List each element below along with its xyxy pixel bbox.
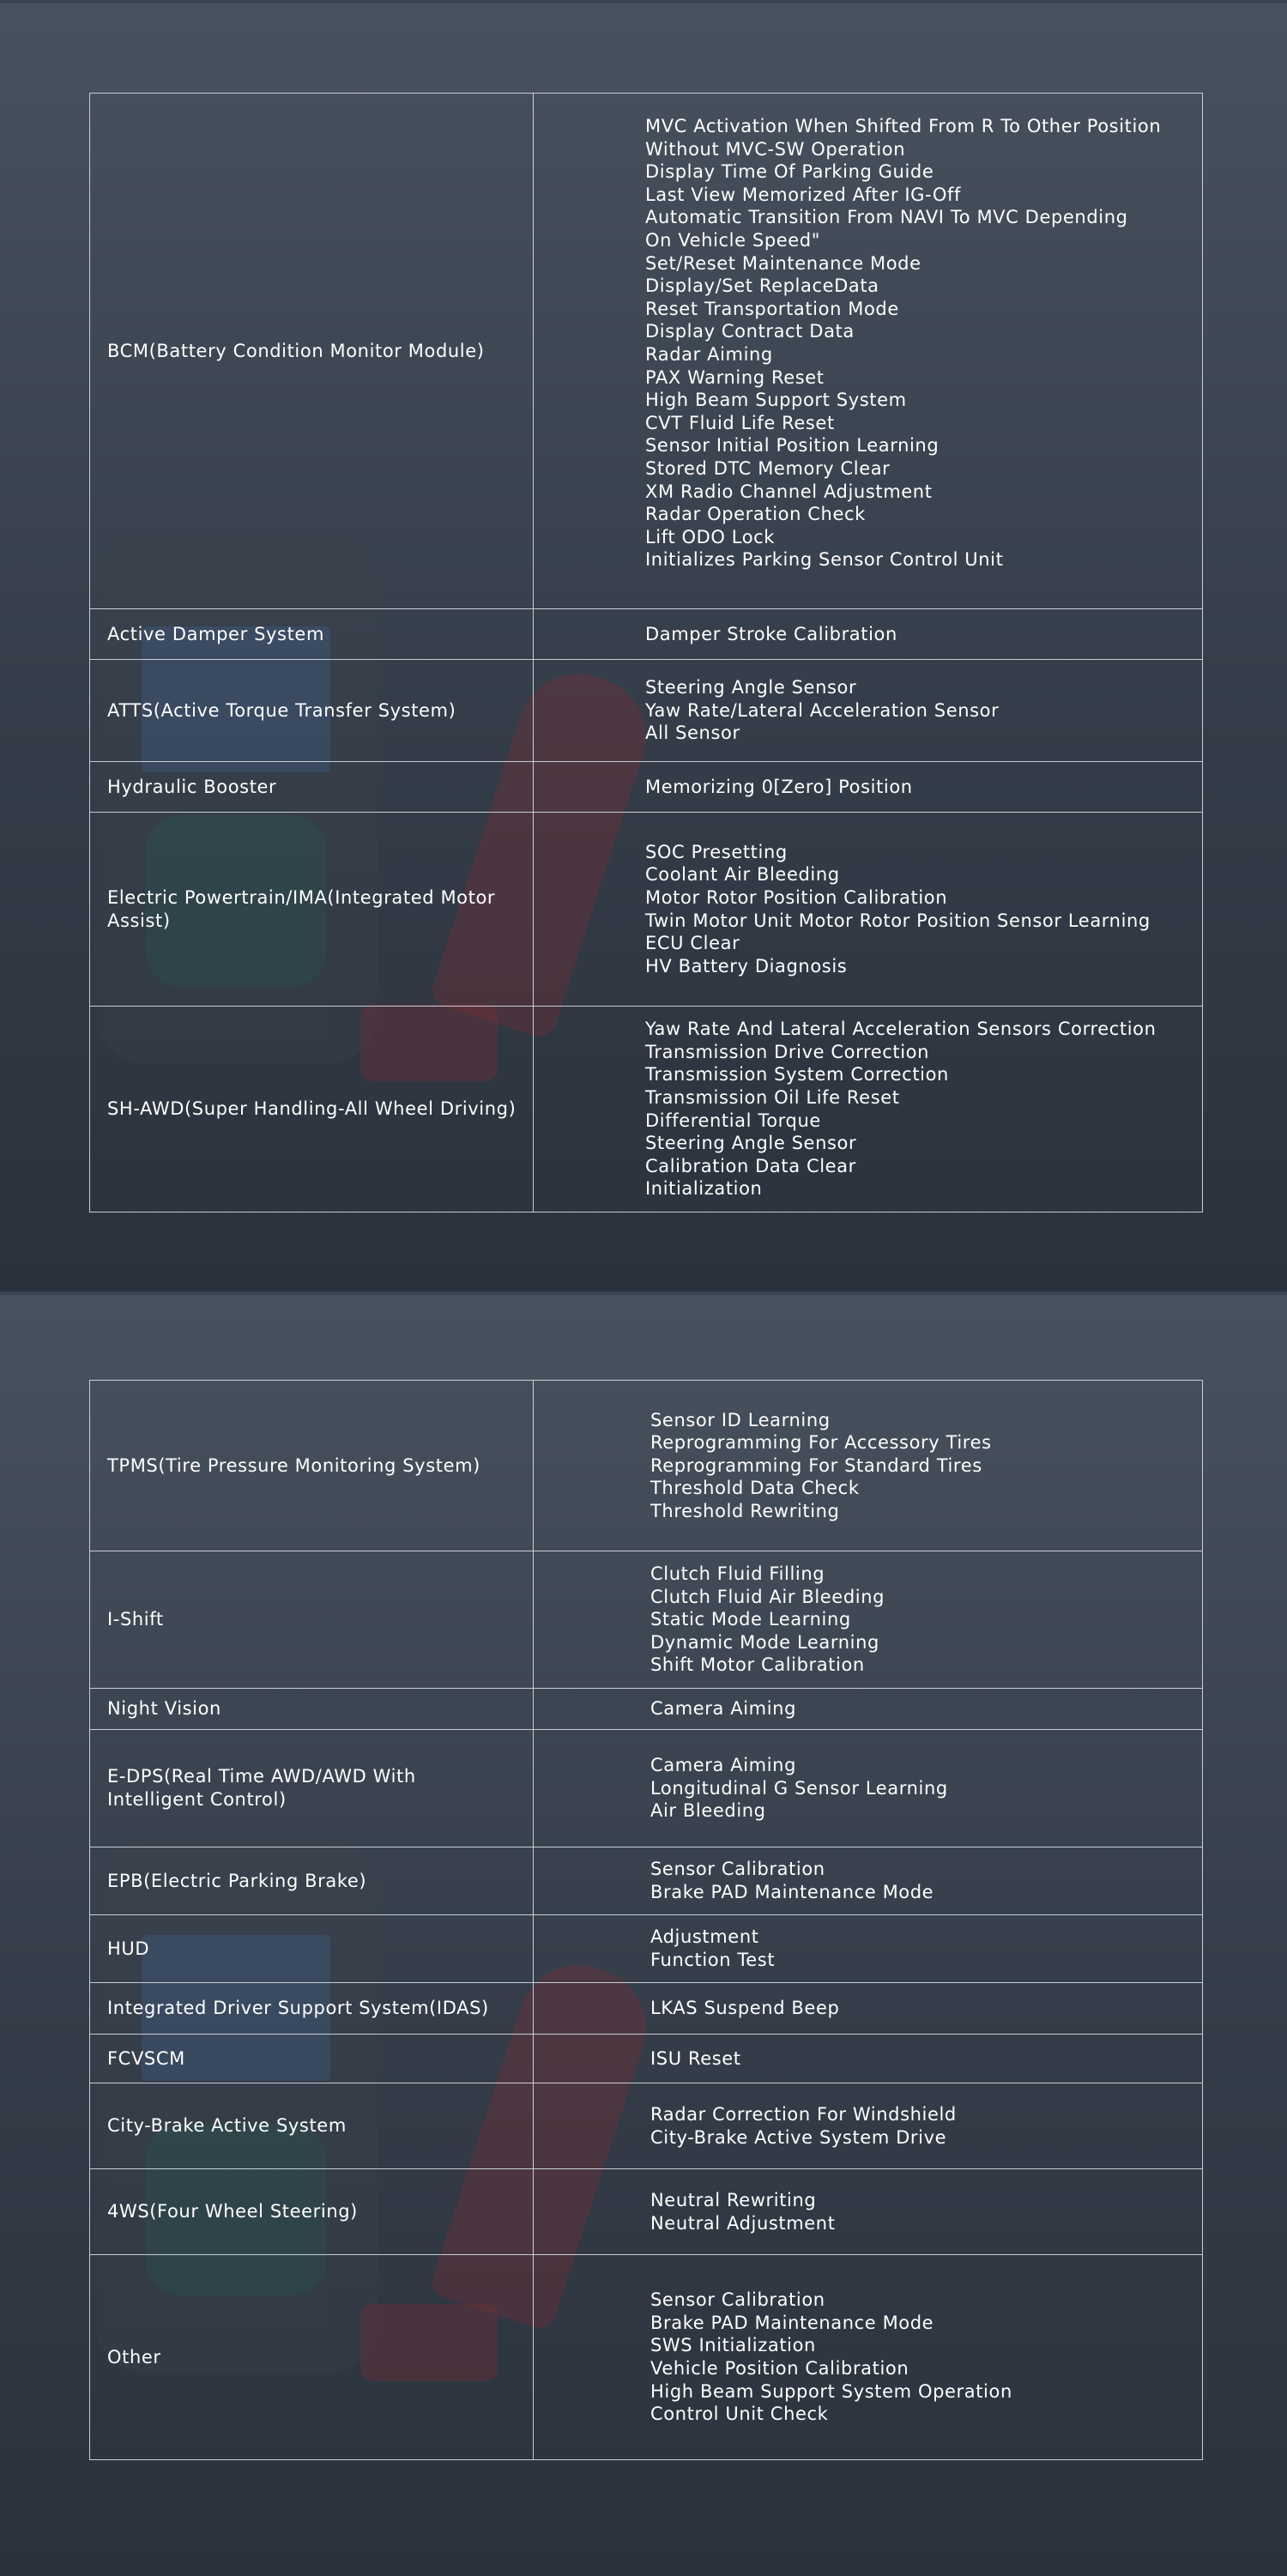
function-item: Memorizing 0[Zero] Position [645,776,913,797]
function-item: Sensor Calibration [650,2289,825,2311]
function-item: CVT Fluid Life Reset [645,412,835,433]
function-item: HV Battery Diagnosis [645,955,848,977]
table-row [90,1689,1203,1730]
system-name: BCM(Battery Condition Monitor Module) [90,94,534,609]
function-item: Neutral Adjustment [650,2212,836,2234]
function-item: Twin Motor Unit Motor Rotor Position Sensor Learning [645,910,1151,931]
system-name: FCVSCM [90,2035,534,2083]
function-item: Threshold Data Check [650,1478,860,1499]
system-name: SH-AWD(Super Handling-All Wheel Driving) [90,1007,534,1212]
function-item: Stored DTC Memory Clear [645,457,891,479]
function-item: Brake PAD Maintenance Mode [650,2312,934,2333]
function-item: Control Unit Check [650,2404,829,2425]
function-item: On Vehicle Speed" [645,229,820,251]
function-item: Clutch Fluid Filling [650,1563,825,1585]
function-item: Steering Angle Sensor [645,677,857,698]
functions-table [89,93,1203,1212]
function-item: Calibration Data Clear [645,1155,856,1176]
function-item: High Beam Support System Operation [650,2380,1012,2402]
table-row [90,1007,1203,1212]
system-name: E-DPS(Real Time AWD/AWD With Intelligent Control) [90,1730,534,1847]
table-row [90,609,1203,660]
function-list [534,1983,1203,2035]
table-row [90,1381,1203,1551]
system-name: 4WS(Four Wheel Steering) [90,2169,534,2255]
function-item: Coolant Air Bleeding [645,864,840,886]
function-list [534,2169,1203,2255]
spec-panel-2 [0,1291,1287,2576]
function-item: Yaw Rate And Lateral Acceleration Sensors Correction [645,1019,1157,1040]
function-item: SWS Initialization [650,2335,816,2356]
table-row [90,660,1203,762]
function-item: Transmission Oil Life Reset [645,1086,900,1108]
function-item: Brake PAD Maintenance Mode [650,1882,934,1902]
panel-top-edge [0,1291,1287,1295]
function-item: Initialization [645,1178,763,1200]
function-list [534,2035,1203,2083]
function-item: Air Bleeding [650,1800,766,1822]
function-item: PAX Warning Reset [645,366,825,388]
panel-top-edge [0,0,1287,3]
function-item: Sensor Initial Position Learning [645,435,940,457]
system-name: ATTS(Active Torque Transfer System) [90,660,534,762]
function-list [534,813,1203,1007]
system-name: Electric Powertrain/IMA(Integrated Motor Assist) [90,813,534,1007]
function-item: Steering Angle Sensor [645,1133,857,1154]
function-item: LKAS Suspend Beep [650,1998,840,2019]
function-item: All Sensor [645,723,740,744]
function-item: Yaw Rate/Lateral Acceleration Sensor [645,699,1000,721]
function-item: Transmission System Correction [645,1064,949,1085]
function-item: Radar Operation Check [645,504,866,525]
system-name: I-Shift [90,1551,534,1689]
function-item: Longitudinal G Sensor Learning [650,1777,948,1799]
system-name: TPMS(Tire Pressure Monitoring System) [90,1381,534,1551]
function-list [534,762,1203,813]
function-item: Vehicle Position Calibration [650,2358,909,2379]
table-row [90,2083,1203,2169]
function-list [534,1730,1203,1847]
function-item: Clutch Fluid Air Bleeding [650,1586,885,1607]
table-row [90,2035,1203,2083]
function-item: Camera Aiming [650,1698,797,1720]
function-item: Adjustment [650,1926,759,1948]
function-list [534,2083,1203,2169]
function-item: Without MVC-SW Operation [645,138,906,160]
table-row [90,1915,1203,1983]
function-item: City-Brake Active System Drive [650,2126,947,2148]
function-item: Function Test [650,1950,776,1970]
function-item: Lift ODO Lock [645,526,776,547]
function-item: High Beam Support System [645,390,907,411]
table-row [90,1847,1203,1915]
function-item: Neutral Rewriting [650,2189,817,2210]
function-list [534,1381,1203,1551]
function-item: Set/Reset Maintenance Mode [645,252,921,274]
table-row [90,2255,1203,2460]
function-item: Radar Correction For Windshield [650,2103,957,2125]
table-row [90,1551,1203,1689]
table-row [90,94,1203,609]
table-row [90,813,1203,1007]
system-name: City-Brake Active System [90,2083,534,2169]
function-item: Display Time Of Parking Guide [645,161,934,183]
function-list [534,609,1203,660]
function-item: Motor Rotor Position Calibration [645,886,948,908]
table-row [90,762,1203,813]
function-item: Reprogramming For Accessory Tires [650,1432,992,1454]
function-item: Differential Torque [645,1110,821,1131]
function-item: Sensor ID Learning [650,1409,831,1430]
system-name: Other [90,2255,534,2460]
function-list [534,1689,1203,1730]
function-item: ISU Reset [650,2047,741,2069]
function-item: Radar Aiming [645,343,773,365]
function-item: XM Radio Channel Adjustment [645,481,933,502]
function-item: Damper Stroke Calibration [645,623,897,644]
table-row [90,1730,1203,1847]
function-list [534,1847,1203,1915]
function-item: Reset Transportation Mode [645,298,899,319]
function-item: Static Mode Learning [650,1609,851,1630]
function-item: Sensor Calibration [650,1859,825,1880]
system-name: Integrated Driver Support System(IDAS) [90,1983,534,2035]
function-item: Shift Motor Calibration [650,1654,865,1676]
system-name: Hydraulic Booster [90,762,534,813]
table-row [90,2169,1203,2255]
function-list [534,1551,1203,1689]
function-item: Display Contract Data [645,321,855,342]
function-item: Dynamic Mode Learning [650,1631,879,1653]
function-list [534,1007,1203,1212]
function-item: Transmission Drive Correction [645,1041,930,1062]
function-item: Camera Aiming [650,1755,797,1776]
function-item: SOC Presetting [645,841,788,862]
function-item: Display/Set ReplaceData [645,275,879,297]
function-item: ECU Clear [645,933,740,954]
system-name: Active Damper System [90,609,534,660]
function-list [534,94,1203,609]
system-name: HUD [90,1915,534,1983]
function-item: MVC Activation When Shifted From R To Other Position [645,116,1162,136]
function-list [534,1915,1203,1983]
system-name: EPB(Electric Parking Brake) [90,1847,534,1915]
function-list [534,2255,1203,2460]
system-name: Night Vision [90,1689,534,1730]
function-item: Reprogramming For Standard Tires [650,1454,982,1476]
functions-table [89,1380,1203,2460]
function-list [534,660,1203,762]
function-item: Last View Memorized After IG-Off [645,184,961,205]
function-item: Initializes Parking Sensor Control Unit [645,549,1004,571]
function-item: Threshold Rewriting [650,1500,840,1521]
table-row [90,1983,1203,2035]
function-item: Automatic Transition From NAVI To MVC Depending [645,207,1128,228]
